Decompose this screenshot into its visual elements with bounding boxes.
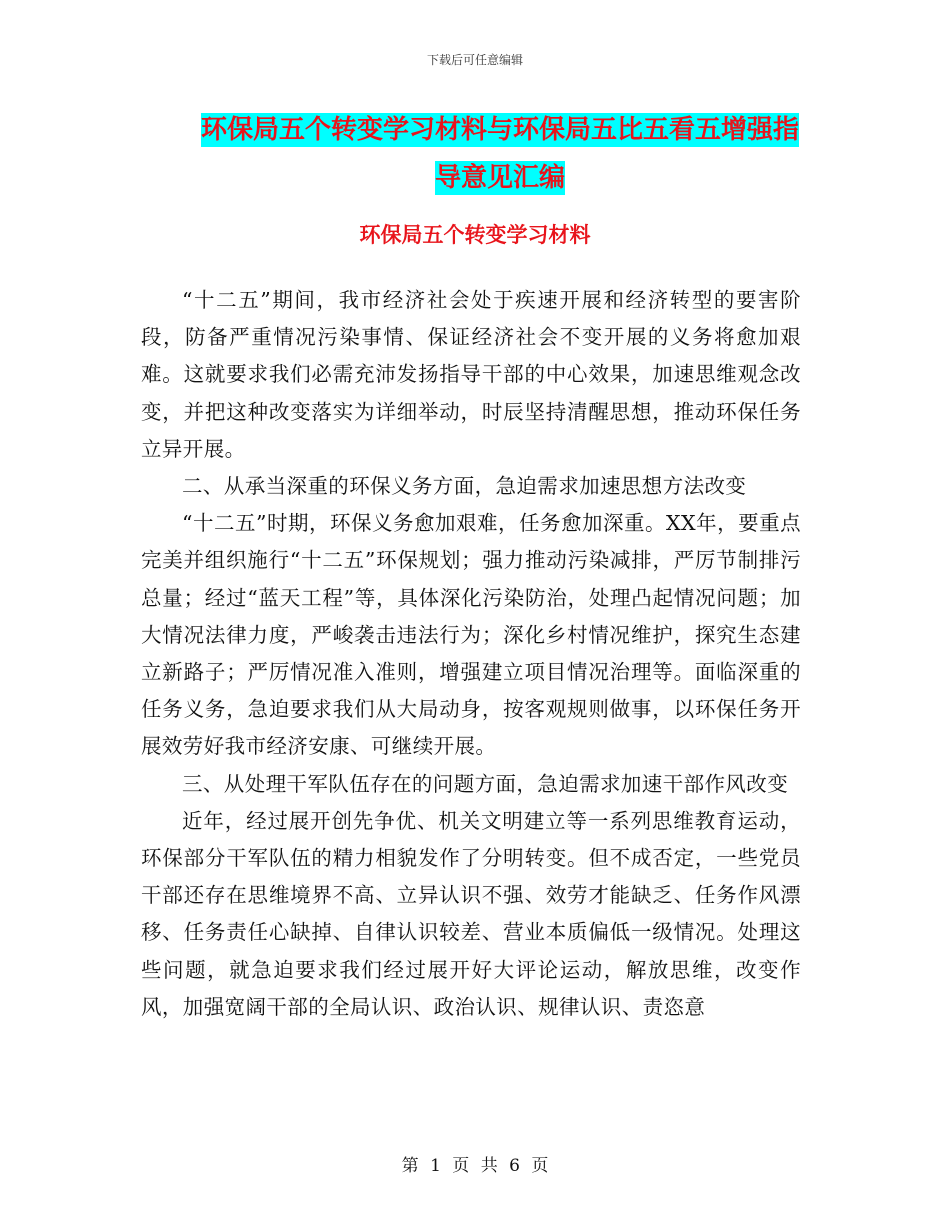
- document-title-line-1: 环保局五个转变学习材料与环保局五比五看五增强指: [200, 115, 799, 145]
- document-body: [141, 282, 801, 1026]
- paragraph: “十二五”期间，我市经济社会处于疾速开展和经济转型的要害阶段，防备严重情况污染事情、保证经济社会不变开展的义务将愈加艰难。这就要求我们必需充沛发扬指导干部的中心效果，加速思维观念改变，并把这种改变落实为详细举动，时辰坚持清醒思想，推动环保任务立异开展。: [141, 288, 801, 461]
- paragraph: 二、从承当深重的环保义务方面，急迫需求加速思想方法改变: [182, 474, 747, 499]
- paragraph: “十二五”时期，环保义务愈加艰难，任务愈加深重。XX年，要重点完美并组织施行“十二五”环保规划；强力推动污染减排，严厉节制排污总量；经过“蓝天工程”等，具体深化污染防治，处理凸起情况问题；加大情况法律力度，严峻袭击违法行为；深化乡村情况维护，探究生态建立新路子；严厉情况准入准则，增强建立项目情况治理等。面临深重的任务义务，急迫要求我们从大局动身，按客观规则做事，以环保任务开展效劳好我市经济安康、可继续开展。: [141, 511, 801, 759]
- document-title: [150, 106, 850, 202]
- paragraph: 三、从处理干军队伍存在的问题方面，急迫需求加速干部作风改变: [182, 771, 789, 796]
- section-title: 环保局五个转变学习材料: [359, 223, 591, 247]
- document-title-line-2: 导意见汇编: [434, 163, 565, 193]
- paragraph: 近年，经过展开创先争优、机关文明建立等一系列思维教育运动，环保部分干军队伍的精力相貌发作了分明转变。但不成否定，一些党员干部还存在思维境界不高、立异认识不强、效劳才能缺乏、任务作风漂移、任务责任心缺掉、自律认识较差、营业本质偏低一级情况。处理这些问题，就急迫要求我们经过展开好大评论运动，解放思维，改变作风，加强宽阔干部的全局认识、政治认识、规律认识、责恣意: [141, 808, 801, 1019]
- page-number: 第 1 页 共 6 页: [401, 1156, 549, 1176]
- header-note: 下载后可任意编辑: [426, 53, 523, 67]
